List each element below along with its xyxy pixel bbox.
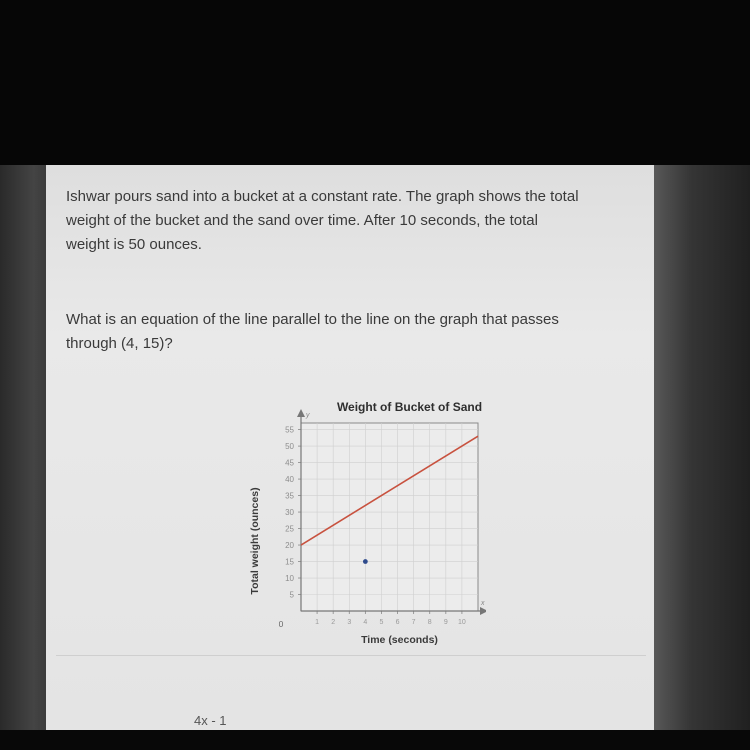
problem-line: weight is 50 ounces. [66, 236, 202, 253]
y-tick-label: 10 [285, 574, 294, 584]
y-axis-letter: y [306, 412, 310, 419]
x-tick-label: 2 [331, 619, 336, 626]
monitor-bezel-left [0, 165, 48, 750]
plot-area [301, 423, 478, 611]
question-panel [46, 165, 654, 735]
y-tick-label: 55 [285, 425, 294, 435]
y-tick-label: 15 [285, 557, 294, 567]
y-tick-label: 25 [285, 524, 294, 534]
background-bottom [0, 730, 750, 750]
x-tick-label: 3 [347, 619, 352, 626]
x-axis-arrow [480, 607, 486, 615]
x-axis-label: Time (seconds) [361, 634, 438, 646]
x-tick-label: 4 [363, 619, 368, 626]
problem-line: weight of the bucket and the sand over time. After 10 seconds, the total [66, 212, 538, 229]
y-tick-label: 40 [285, 475, 294, 485]
prompt-line: through (4, 15)? [66, 335, 173, 352]
y-tick-label: 45 [285, 458, 294, 468]
monitor-bezel-right [652, 165, 750, 750]
x-tick-label: 1 [315, 619, 320, 626]
x-tick-label: 10 [458, 619, 466, 626]
y-tick-label: 5 [289, 590, 294, 600]
y-axis-arrow [297, 409, 305, 417]
divider [56, 655, 646, 656]
x-tick-label: 8 [427, 619, 432, 626]
x-tick-label: 9 [443, 619, 448, 626]
y-tick-label: 30 [285, 508, 294, 518]
problem-statement [66, 187, 626, 259]
line-chart [236, 393, 486, 653]
y-tick-label: 20 [285, 541, 294, 551]
origin-label: 0 [278, 619, 284, 629]
question-prompt [66, 310, 606, 358]
x-tick-label: 7 [411, 619, 416, 626]
chart-title: Weight of Bucket of Sand [336, 400, 483, 414]
x-tick-label: 5 [379, 619, 384, 626]
y-axis-label: Total weight (ounces) [249, 487, 261, 595]
prompt-line: What is an equation of the line parallel to the line on the graph that passes [66, 311, 559, 328]
y-tick-label: 35 [285, 491, 294, 501]
x-tick-label: 6 [395, 619, 400, 626]
y-tick-label: 50 [285, 442, 294, 452]
problem-line: Ishwar pours sand into a bucket at a constant rate. The graph shows the total [66, 188, 579, 205]
data-point [363, 559, 368, 564]
background-top [0, 0, 750, 165]
answer-option-partial: 4x - 1 [194, 713, 227, 728]
chart-grid [301, 423, 478, 611]
x-axis-letter: x [481, 600, 485, 607]
